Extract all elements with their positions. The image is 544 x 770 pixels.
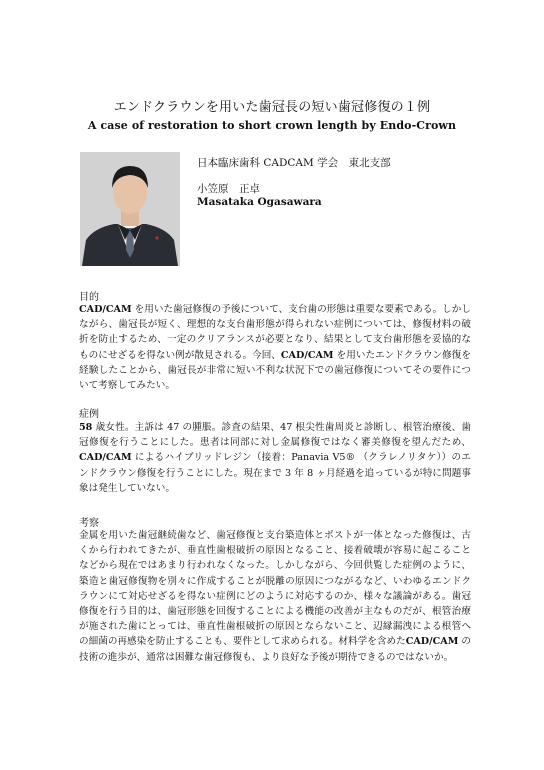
section-body-purpose (79, 302, 471, 393)
patient-age: 58 (79, 422, 93, 433)
case-text-part2: によるハイブリッドレジン（接着：Panavia V5® （クラレノリタケ））のエンドクラウン修復を行うことにした。現在まで 3 年 8 ヶ月経過を追っているが特に問題事象は発生していない。 (79, 452, 471, 494)
case-text-part1: 歳女性。主訴は 47 の腫脹。診査の結果、47 根尖性歯周炎と診断し、根管治療後、歯冠修復を行うことにした。患者は同部に対し金属修復ではなく審美修復を望んだため、 (79, 422, 471, 449)
author-portrait-image (80, 152, 180, 266)
paper-title-english: A case of restoration to short crown length by Endo-Crown (87, 119, 457, 132)
term-cadcam: CAD/CAM (79, 452, 132, 464)
discussion-text-part1: 金属を用いた歯冠継続歯など、歯冠修復と支台築造体とポストが一体となった修復は、古くから行われてきたが、垂直性歯根破折の原因となること、接着破壊が容易に起こることなどから現在ではあまり行われなくなった。しかしながら、今回供覧した症例のように、築造と歯冠修復物を別々に作成することが脱離の原因につながるなど、いわゆるエンドクラウンにて対応せざるを得ない症例にどのように対応するのか、様々な議論がある。歯冠修復を行う目的は、歯冠形態を回復することによる機能の改善が主なものだが、根管治療が施された歯にとっては、垂直性歯根破折の原因とならないこと、辺縁漏洩による根管への細菌の再感染を防止することも、要件として求められる。材料学を含めた (79, 530, 471, 648)
section-body-discussion (79, 528, 471, 665)
term-cadcam: CAD/CAM (405, 636, 459, 648)
author-name-japanese: 小笠原 正卓 (197, 183, 260, 195)
discussion-text-part2: の技術の進歩が、通常は困難な歯冠修復も、より良好な予後が期待できるのではないか。 (79, 636, 471, 663)
author-affiliation: 日本臨床歯科 CADCAM 学会 東北支部 (197, 157, 391, 169)
term-cadcam: CAD/CAM (280, 349, 334, 361)
purpose-text-part1: を用いた歯冠修復の予後について、支台歯の形態は重要な要素である。しかしながら、歯冠長が短く、理想的な支台歯形態が得られない症例については、修復材料の破折を防止するため、一定のクリアランスが必要となり、結果として支台歯形態を妥協的なものにせざるを得ない例が散見される。今回、 (79, 304, 471, 361)
paper-title-japanese: エンドクラウンを用いた歯冠長の短い歯冠修復の１例 (113, 100, 431, 115)
section-heading-case: 症例 (79, 409, 99, 420)
author-portrait (80, 152, 180, 266)
term-cadcam: CAD/CAM (79, 304, 132, 315)
section-body-case (79, 420, 471, 496)
section-heading-purpose: 目的 (79, 292, 99, 303)
purpose-text-part2: を用いたエンドクラウン修復を経験したことから、歯冠長が非常に短い不利な状況下での歯冠修復についてその要件について考察してみたい。 (79, 349, 472, 392)
author-name-english: Masataka Ogasawara (197, 196, 322, 208)
section-heading-discussion: 考察 (79, 518, 99, 529)
